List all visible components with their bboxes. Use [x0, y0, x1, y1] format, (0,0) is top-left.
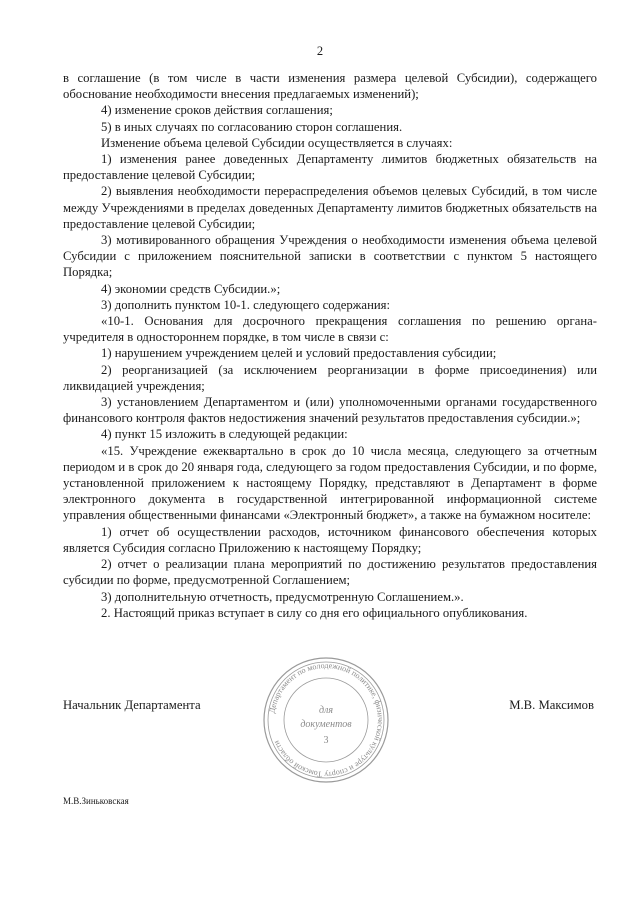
paragraph: «10-1. Основания для досрочного прекращения соглашения по решению органа-учредителя в одностороннем порядке, в том числе в связи с:: [63, 314, 597, 345]
paragraph: 3) дополнить пунктом 10-1. следующего содержания:: [101, 297, 391, 312]
paragraph: 5) в иных случаях по согласованию сторон соглашения.: [101, 119, 403, 134]
stamp-outer-text: Департамент по молодежной политике, физической культуре и спорту Томской области: [267, 660, 386, 780]
paragraph: 4) пункт 15 изложить в следующей редакции:: [101, 427, 348, 442]
paragraph: 3) установлением Департаментом и (или) уполномоченными органами государственного финансового контроля фактов недостижения значений результатов предоставления субсидии.»;: [63, 395, 597, 426]
paragraph: 2) реорганизацией (за исключением реорганизации в форме присоединения) или ликвидацией учреждения;: [63, 362, 597, 393]
signature-name: М.В. Максимов: [509, 698, 594, 712]
paragraph: «15. Учреждение ежеквартально в срок до 10 числа месяца, следующего за отчетным периодом и в срок до 20 января года, следующего за годом предоставления Субсидии, и по форме, установленной приложением к настоящему Порядку, представляют в Департамент в форме электронного документа в государственной интегрированной информационной системе управления общественными финансами «Электронный бюджет», а также на бумажном носителе:: [63, 443, 597, 523]
paragraph: 2) отчет о реализации плана мероприятий по достижению результатов предоставления субсидии по форме, предусмотренной Соглашением;: [63, 557, 597, 588]
stamp-center-line1: для: [318, 705, 334, 716]
paragraph: 3) дополнительную отчетность, предусмотренную Соглашением.».: [101, 589, 464, 604]
signature-position: Начальник Департамента: [63, 698, 201, 712]
paragraph: Изменение объема целевой Субсидии осуществляется в случаях:: [101, 135, 453, 150]
official-stamp: [261, 655, 391, 785]
paragraph: 2. Настоящий приказ вступает в силу со дня его официального опубликования.: [101, 605, 528, 620]
stamp-center-line2: документов: [300, 719, 352, 730]
page-number: 2: [316, 44, 324, 58]
paragraph: 4) экономии средств Субсидии.»;: [101, 281, 281, 296]
paragraph: 1) нарушением учреждением целей и условий предоставления субсидии;: [101, 346, 497, 361]
paragraph: 2) выявления необходимости перераспределения объемов целевых Субсидий, в том числе между Учреждениями в пределах доведенных Департаменту лимитов бюджетных обязательств на предоставление целевой Субсидии;: [63, 184, 597, 231]
paragraph: в соглашение (в том числе в части изменения размера целевой Субсидии), содержащего обоснование необходимости внесения предлагаемых изменений);: [63, 71, 597, 102]
paragraph: 3) мотивированного обращения Учреждения о необходимости изменения объема целевой Субсидии с приложением пояснительной записки в соответствии с пунктом 5 настоящего Порядка;: [63, 233, 597, 280]
paragraph: 1) отчет об осуществлении расходов, источником финансового обеспечения которых является Субсидия согласно Приложению к настоящему Порядку;: [63, 524, 597, 555]
paragraph: 4) изменение сроков действия соглашения;: [101, 103, 333, 118]
executor-name: М.В.Зиньковская: [63, 796, 129, 806]
stamp-number: 3: [323, 735, 329, 746]
paragraph: 1) изменения ранее доведенных Департаменту лимитов бюджетных обязательств на предоставление целевой Субсидии;: [63, 152, 597, 183]
document-body: [63, 70, 597, 621]
